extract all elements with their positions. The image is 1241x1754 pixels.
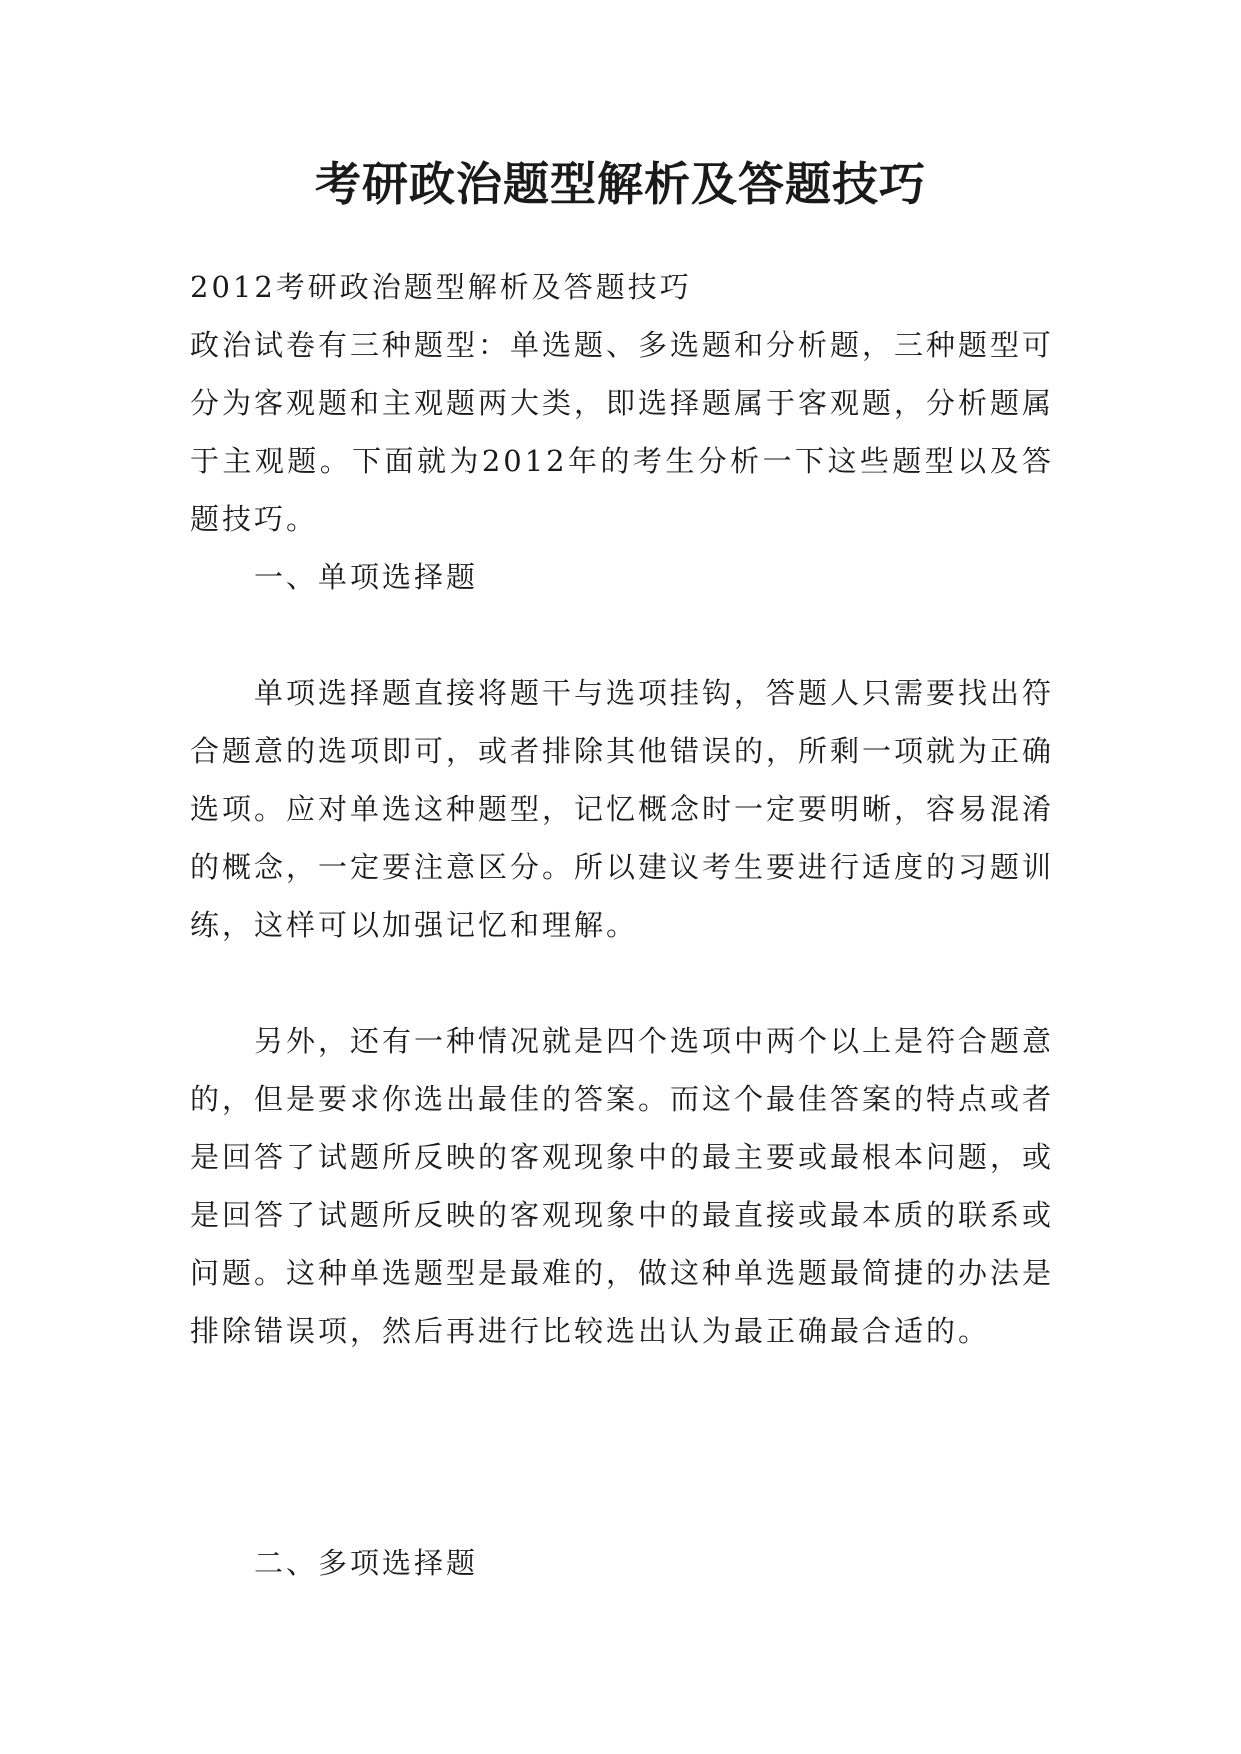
page-title: 考研政治题型解析及答题技巧 [315,157,926,211]
paragraph-single-choice-1: 单项选择题直接将题干与选项挂钩，答题人只需要找出符合题意的选项即可，或者排除其他错误的，所剩一项就为正确选项。应对单选这种题型，记忆概念时一定要明晰，容易混淆的概念，一定要注意区分。所以建议考生要进行适度的习题训练，这样可以加强记忆和理解。 [190,676,1055,942]
intro-paragraph: 政治试卷有三种题型：单选题、多选题和分析题，三种题型可分为客观题和主观题两大类，即选择题属于客观题，分析题属于主观题。下面就为2012年的考生分析一下这些题型以及答题技巧。 [190,328,1055,536]
section-heading-multiple-choice: 二、多项选择题 [254,1546,479,1580]
subtitle: 2012考研政治题型解析及答题技巧 [190,270,692,304]
section-heading-single-choice: 一、单项选择题 [254,560,479,594]
paragraph-single-choice-2: 另外，还有一种情况就是四个选项中两个以上是符合题意的，但是要求你选出最佳的答案。而这个最佳答案的特点或者是回答了试题所反映的客观现象中的最主要或最根本问题，或是回答了试题所反映的客观现象中的最直接或最本质的联系或问题。这种单选题型是最难的，做这种单选题最简捷的办法是排除错误项，然后再进行比较选出认为最正确最合适的。 [190,1024,1055,1348]
